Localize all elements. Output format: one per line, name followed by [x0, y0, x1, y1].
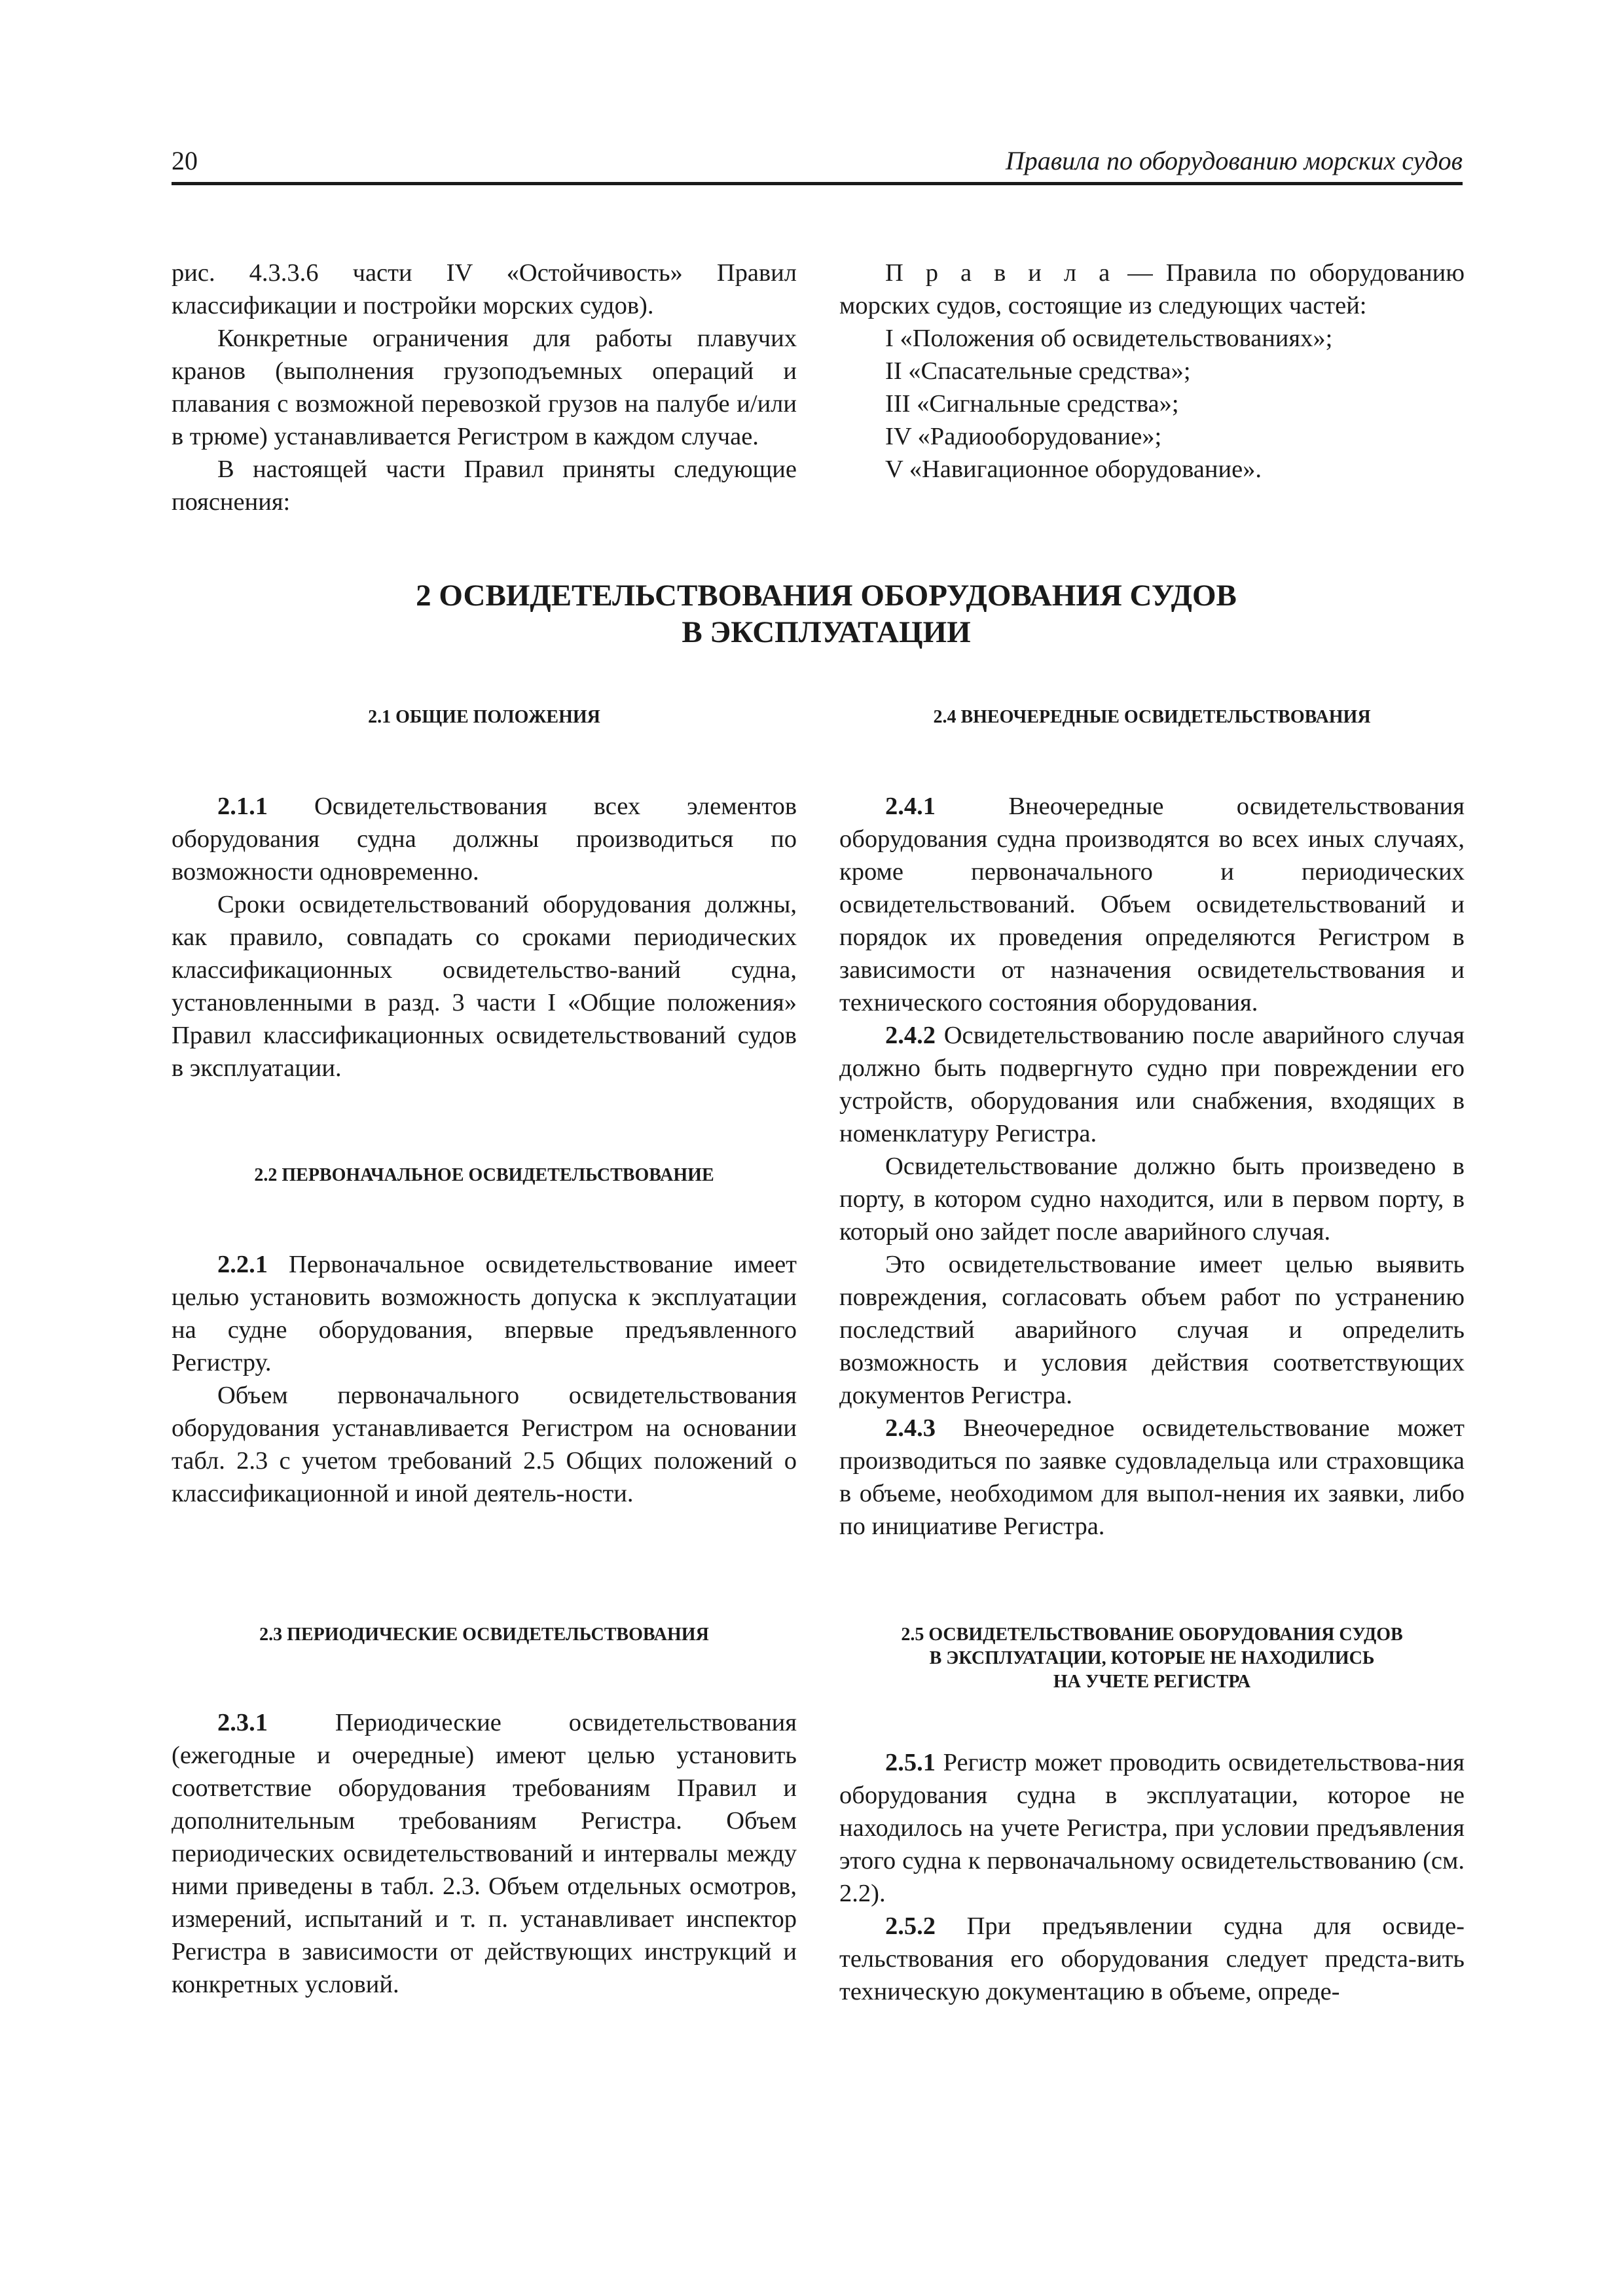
clause-text: Внеочередные освидетельствования оборудования судна производятся во всех иных случаях, кроме первоначального и периодических освидетельствований. Объем освидетельствований и порядок их проведения определяются Регистром в зависимости от назначения освидетельствования и технического состояния оборудования.: [839, 793, 1465, 1016]
chapter-title-line: В ЭКСПЛУАТАЦИИ: [682, 615, 971, 649]
paragraph-2-4-2: [839, 1019, 1465, 1150]
page-header: [172, 145, 1463, 185]
clause-number: 2.5.1: [885, 1749, 936, 1776]
list-item: II «Спасательные средства»;: [885, 357, 1191, 385]
section-heading-2-5: [839, 1623, 1465, 1694]
section-heading-text: 2.2 ПЕРВОНАЧАЛЬНОЕ ОСВИДЕТЕЛЬСТВОВАНИЕ: [254, 1165, 714, 1185]
clause-text: При предъявлении судна для освиде-тельствования его оборудования следует предста-вить техническую документацию в объеме, опреде-: [839, 1912, 1465, 2005]
chapter-title: [172, 577, 1481, 651]
section-heading-text: 2.3 ПЕРИОДИЧЕСКИЕ ОСВИДЕТЕЛЬСТВОВАНИЯ: [259, 1624, 709, 1645]
clause-number: 2.4.3: [885, 1414, 936, 1442]
paragraph-2-5-1: [839, 1746, 1465, 1910]
definition-paragraph: [839, 257, 1465, 322]
clause-text: Первоначальное освидетельствование имеет целью установить возможность допуска к эксплуатации на судне оборудования, впервые предъявленного Регистру.: [172, 1251, 797, 1376]
clause-number: 2.2.1: [217, 1251, 268, 1278]
list-item: V «Навигационное оборудование».: [885, 456, 1262, 483]
intro-right-column: [839, 257, 1465, 486]
section-heading-text: 2.1 ОБЩИЕ ПОЛОЖЕНИЯ: [368, 707, 600, 727]
section-2-4-body: [839, 790, 1465, 1543]
clause-text: Регистр может проводить освидетельствова-ния оборудования судна в эксплуатации, которое не находилось на учете Регистра, при условии предъявления этого судна к первоначальному освидетельствованию (см. 2.2).: [839, 1749, 1465, 1907]
clause-number: 2.3.1: [217, 1709, 268, 1736]
section-heading-line: 2.5 ОСВИДЕТЕЛЬСТВОВАНИЕ ОБОРУДОВАНИЯ СУДОВ: [901, 1624, 1403, 1645]
paragraph-2-4-3: [839, 1412, 1465, 1543]
section-heading-2-1: [172, 706, 797, 729]
clause-text: Освидетельствованию после аварийного случая должно быть подвергнуто судно при повреждении его устройств, оборудования или снабжения, входящих в номенклатуру Регистра.: [839, 1022, 1465, 1147]
list-item: IV «Радиооборудование»;: [885, 423, 1162, 450]
section-2-2-body: [172, 1248, 797, 1510]
clause-number: 2.1.1: [217, 793, 268, 820]
paragraph: Освидетельствование должно быть произведено в порту, в котором судно находится, или в первом порту, в который оно зайдет после аварийного случая.: [839, 1153, 1465, 1246]
section-heading-2-4: [839, 706, 1465, 729]
section-heading-line: В ЭКСПЛУАТАЦИИ, КОТОРЫЕ НЕ НАХОДИЛИСЬ: [929, 1648, 1375, 1668]
running-title: Правила по оборудованию морских судов: [1005, 146, 1463, 175]
clause-number: 2.4.1: [885, 793, 936, 820]
paragraph-2-1-1: [172, 790, 797, 888]
defined-term: П р а в и л а: [885, 259, 1115, 287]
paragraph: Объем первоначального освидетельствования оборудования устанавливается Регистром на основании табл. 2.3 с учетом требований 2.5 Общих положений о классификационной и иной деятель-ности.: [172, 1382, 797, 1507]
list-item: I «Положения об освидетельствованиях»;: [885, 325, 1333, 352]
section-2-3-body: [172, 1706, 797, 2001]
paragraph: Сроки освидетельствований оборудования должны, как правило, совпадать со сроками периодических классификационных освидетельство-ваний судна, установленными в разд. 3 части I «Общие положения» Правил классификационных освидетельствований судов в эксплуатации.: [172, 891, 797, 1082]
clause-number: 2.4.2: [885, 1022, 936, 1049]
page-number: 20: [172, 146, 198, 175]
clause-number: 2.5.2: [885, 1912, 936, 1940]
section-heading-2-3: [172, 1623, 797, 1647]
clause-text: Периодические освидетельствования (ежегодные и очередные) имеют целью установить соответствие оборудования требованиям Правил и дополнительным требованиям Регистра. Объем периодических освидетельствований и интервалы между ними приведены в табл. 2.3. Объем отдельных осмотров, измерений, испытаний и т. п. устанавливает инспектор Регистра в зависимости от действующих инструкций и конкретных условий.: [172, 1709, 797, 1998]
intro-left-column: [172, 257, 797, 518]
section-heading-line: НА УЧЕТЕ РЕГИСТРА: [1053, 1672, 1251, 1692]
paragraph: Это освидетельствование имеет целью выявить повреждения, согласовать объем работ по устранению последствий аварийного случая и определить возможность и условия действия соответствующих документов Регистра.: [839, 1251, 1465, 1409]
section-2-1-body: [172, 790, 797, 1085]
definition-text: — Правила по оборудованию морских судов, состоящие из следующих частей:: [839, 259, 1465, 319]
clause-text: Освидетельствования всех элементов оборудования судна должны производиться по возможности одновременно.: [172, 793, 797, 886]
intro-paragraph: рис. 4.3.3.6 части IV «Остойчивость» Правил классификации и постройки морских судов).: [172, 259, 797, 319]
chapter-title-line: 2 ОСВИДЕТЕЛЬСТВОВАНИЯ ОБОРУДОВАНИЯ СУДОВ: [416, 579, 1237, 613]
intro-paragraph: Конкретные ограничения для работы плавучих кранов (выполнения грузоподъемных операций и плавания с возможной перевозкой грузов на палубе и/или в трюме) устанавливается Регистром в каждом случае.: [172, 325, 797, 450]
paragraph-2-4-1: [839, 790, 1465, 1019]
section-heading-2-2: [172, 1164, 797, 1187]
section-heading-text: 2.4 ВНЕОЧЕРЕДНЫЕ ОСВИДЕТЕЛЬСТВОВАНИЯ: [933, 707, 1371, 727]
paragraph-2-2-1: [172, 1248, 797, 1379]
intro-paragraph: В настоящей части Правил приняты следующие пояснения:: [172, 456, 797, 516]
paragraph-2-3-1: [172, 1706, 797, 2001]
clause-text: Внеочередное освидетельствование может производиться по заявке судовладельца или страховщика в объеме, необходимом для выпол-нения их заявки, либо по инициативе Регистра.: [839, 1414, 1465, 1540]
paragraph-2-5-2: [839, 1910, 1465, 2008]
section-2-5-body: [839, 1746, 1465, 2008]
list-item: III «Сигнальные средства»;: [885, 390, 1179, 418]
